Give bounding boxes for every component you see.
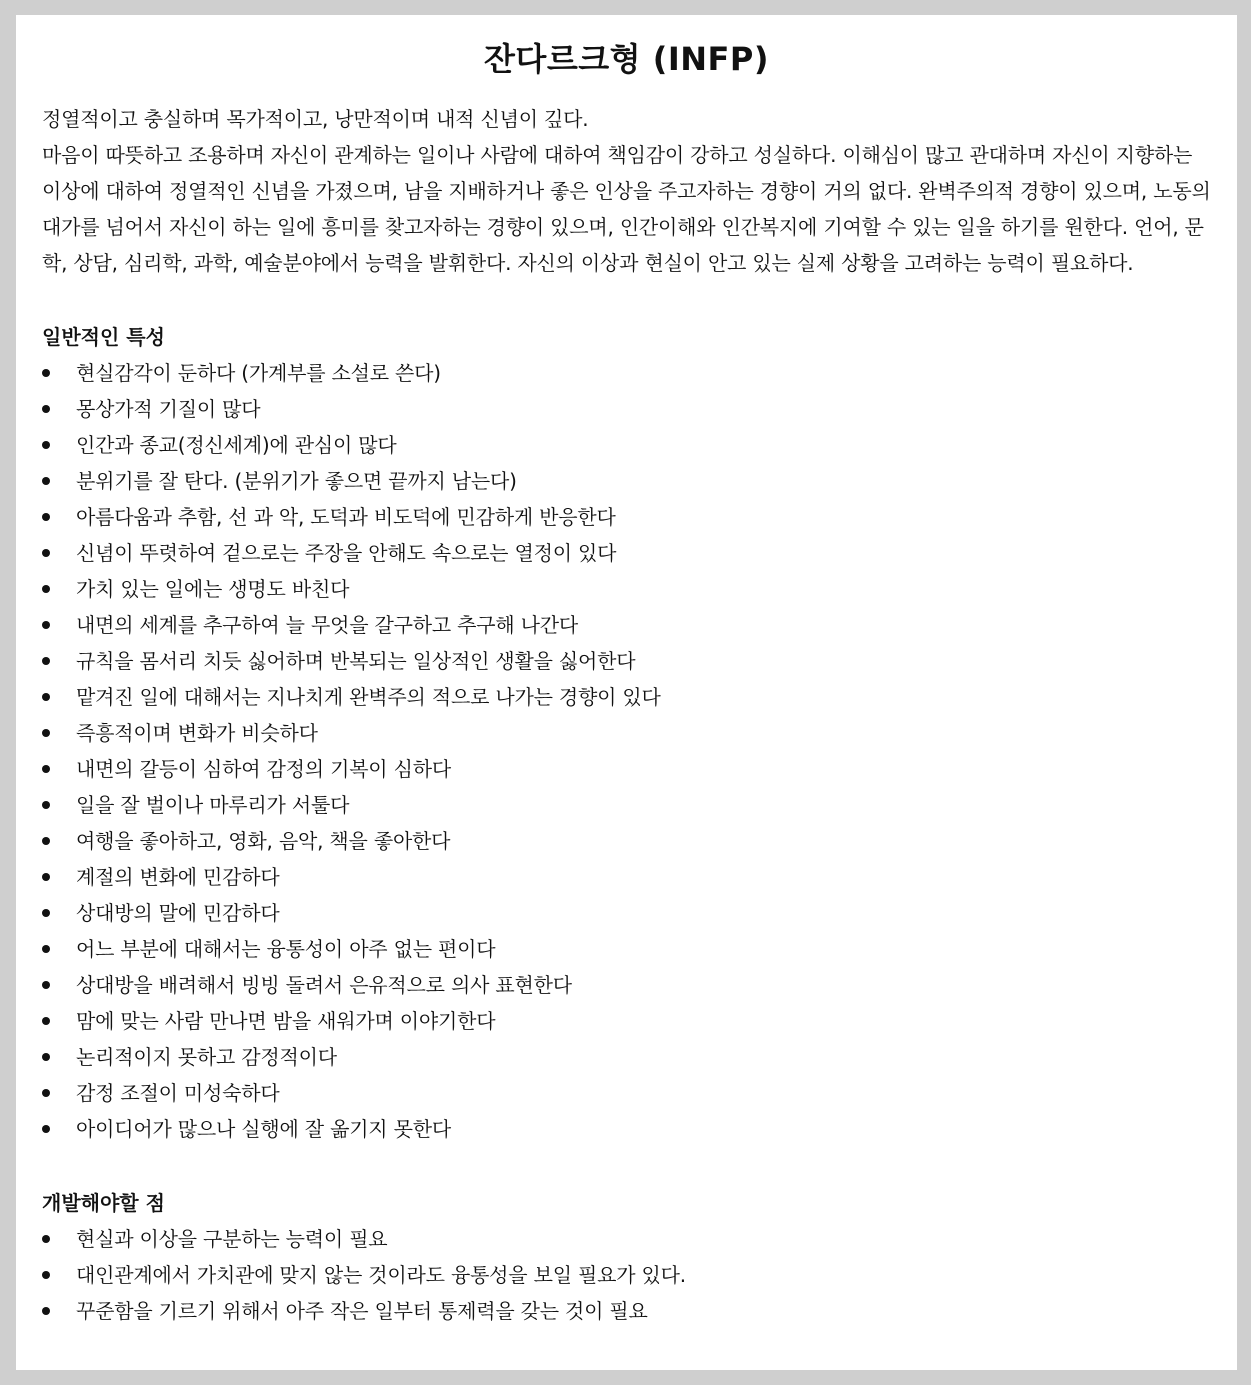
list-item-text: 꾸준함을 기르기 위해서 아주 작은 일부터 통제력을 갖는 것이 필요 [76,1299,648,1323]
bullet-icon [42,549,50,557]
list-item [42,571,1211,607]
list-item-text: 감정 조절이 미성숙하다 [76,1081,280,1105]
list-item [42,1257,1211,1293]
list-item-text: 현실과 이상을 구분하는 능력이 필요 [76,1227,388,1251]
bullet-icon [42,693,50,701]
list-item [42,1111,1211,1147]
bullet-icon [42,369,50,377]
list-item [42,427,1211,463]
list-item-text: 아름다움과 추함, 선 과 악, 도덕과 비도덕에 민감하게 반응한다 [76,505,616,529]
bullet-icon [42,873,50,881]
bullet-icon [42,1053,50,1061]
list-item [42,751,1211,787]
list-item-text: 가치 있는 일에는 생명도 바친다 [76,577,350,601]
bullet-icon [42,585,50,593]
list-item [42,787,1211,823]
page-title: 잔다르크형 (INFP) [484,40,769,78]
list-item [42,1075,1211,1111]
list-item [42,535,1211,571]
bullet-icon [42,1271,50,1279]
bullet-icon [42,1089,50,1097]
bullet-icon [42,909,50,917]
list-item-text: 규칙을 몸서리 치듯 싫어하며 반복되는 일상적인 생활을 싫어한다 [76,649,636,673]
section-heading-develop: 개발해야할 점 [42,1191,165,1215]
list-item-text: 상대방을 배려해서 빙빙 돌려서 은유적으로 의사 표현한다 [76,973,572,997]
bullet-icon [42,1235,50,1243]
list-item-text: 일을 잘 벌이나 마루리가 서툴다 [76,793,350,817]
list-item-text: 몽상가적 기질이 많다 [76,397,261,421]
bullet-icon [42,405,50,413]
list-item-text: 내면의 세계를 추구하여 늘 무엇을 갈구하고 추구해 나간다 [76,613,578,637]
list-item [42,967,1211,1003]
list-item-text: 맡겨진 일에 대해서는 지나치게 완벽주의 적으로 나가는 경향이 있다 [76,685,661,709]
list-item [42,895,1211,931]
list-item-text: 현실감각이 둔하다 (가계부를 소설로 쓴다) [76,361,441,385]
bullet-icon [42,1125,50,1133]
list-item-text: 내면의 갈등이 심하여 감정의 기복이 심하다 [76,757,451,781]
bullet-icon [42,657,50,665]
intro-paragraph: 정열적이고 충실하며 목가적이고, 낭만적이며 내적 신념이 깊다. [42,107,589,131]
list-item-text: 신념이 뚜렷하여 겉으로는 주장을 안해도 속으로는 열정이 있다 [76,541,617,565]
list-item [42,607,1211,643]
list-item-text: 여행을 좋아하고, 영화, 음악, 책을 좋아한다 [76,829,451,853]
list-item-text: 논리적이지 못하고 감정적이다 [76,1045,337,1069]
development-points-list [42,1221,1211,1329]
bullet-icon [42,513,50,521]
intro-paragraph: 마음이 따뜻하고 조용하며 자신이 관계하는 일이나 사람에 대하여 책임감이 강하고 성실하다. 이해심이 많고 관대하며 자신이 지향하는 이상에 대하여 정열적인 신념을 가졌으며, 남을 지배하거나 좋은 인상을 주고자하는 경향이 거의 없다. 완벽주의적 경향이 있으며, 노동의 대가를 넘어서 자신이 하는 일에 흥미를 찾고자하는 경향이 있으며, 인간이해와 인간복지에 기여할 수 있는 일을 하기를 원한다. 언어, 문학, 상담, 심리학, 과학, 예술분야에서 능력을 발휘한다. 자신의 이상과 현실이 안고 있는 실제 상황을 고려하는 능력이 필요하다. [42,143,1211,275]
document-page [16,15,1237,1370]
list-item-text: 상대방의 말에 민감하다 [76,901,280,925]
list-item [42,1039,1211,1075]
bullet-icon [42,765,50,773]
list-item [42,355,1211,391]
list-item-text: 아이디어가 많으나 실행에 잘 옮기지 못한다 [76,1117,451,1141]
bullet-icon [42,729,50,737]
list-item [42,679,1211,715]
list-item-text: 대인관계에서 가치관에 맞지 않는 것이라도 융통성을 보일 필요가 있다. [76,1263,686,1287]
bullet-icon [42,477,50,485]
list-item [42,1293,1211,1329]
list-item-text: 분위기를 잘 탄다. (분위기가 좋으면 끝까지 남는다) [76,469,517,493]
list-item [42,499,1211,535]
bullet-icon [42,621,50,629]
intro-text [42,101,1211,281]
list-item-text: 어느 부분에 대해서는 융통성이 아주 없는 편이다 [76,937,496,961]
bullet-icon [42,1017,50,1025]
list-item [42,463,1211,499]
bullet-icon [42,801,50,809]
bullet-icon [42,1307,50,1315]
bullet-icon [42,945,50,953]
section-heading-general: 일반적인 특성 [42,325,165,349]
list-item [42,391,1211,427]
bullet-icon [42,837,50,845]
list-item-text: 맘에 맞는 사람 만나면 밤을 새워가며 이야기한다 [76,1009,496,1033]
list-item [42,859,1211,895]
general-traits-list [42,355,1211,1147]
list-item [42,643,1211,679]
list-item [42,715,1211,751]
list-item-text: 인간과 종교(정신세계)에 관심이 많다 [76,433,397,457]
list-item-text: 즉흥적이며 변화가 비슷하다 [76,721,318,745]
list-item-text: 계절의 변화에 민감하다 [76,865,280,889]
list-item [42,823,1211,859]
list-item [42,1221,1211,1257]
list-item [42,1003,1211,1039]
bullet-icon [42,441,50,449]
list-item [42,931,1211,967]
bullet-icon [42,981,50,989]
